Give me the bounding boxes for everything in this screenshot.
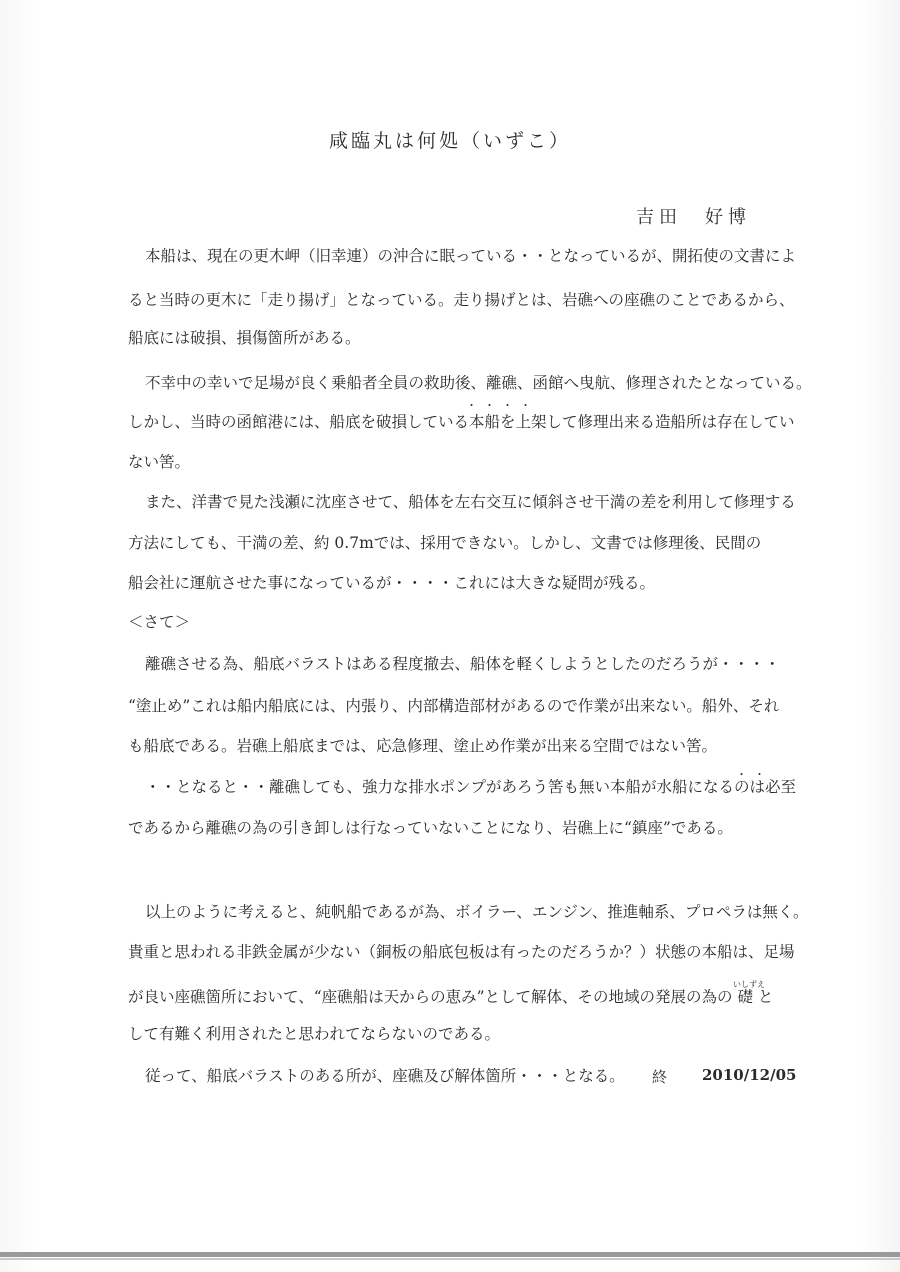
text-line: 貴重と思われる非鉄金属が少ない（銅板の船底包板は有ったのだろうか？）状態の本船は、足場 [128,943,795,961]
document-date: 2010/12/05 [702,1066,797,1084]
scan-edge-bar [0,1252,900,1257]
text-line: 離礁させる為、船底バラストはある程度撤去、船体を軽くしようとしたのだろうが・・・・ [145,655,781,673]
text-line: ・・となると・・離礁しても、強力な排水ポンプがあろう筈も無い本船が水船になるのは必至 [145,778,797,796]
text-line: が良い座礁箇所において、“座礁船は天からの恵み”として解体、その地域の発展の為の 礎 と [128,988,774,1006]
text-line: 従って、船底バラストのある所が、座礁及び解体箇所・・・となる。 [145,1067,625,1085]
text-line: “塗止め”これは船内船底には、内張り、内部構造部材があるので作業が出来ない。船外、それ [128,697,780,715]
text-line: 方法にしても、干満の差、約 0.7mでは、採用できない。しかし、文書では修理後、民間の [128,534,762,552]
text-line: 船会社に運航させた事になっているが・・・・これには大きな疑問が残る。 [128,574,656,592]
text-line: も船底である。岩礁上船底までは、応急修理、塗止め作業が出来る空間ではない筈。 [128,737,718,755]
text-line: であるから離礁の為の引き卸しは行なっていないことになり、岩礁上に“鎮座”である。 [128,819,733,837]
emphasis-dots: ・・・・ [466,399,538,412]
document-title: 咸臨丸は何処（いずこ） [328,130,571,152]
ruby-annotation: いしずえ [733,980,765,989]
scan-edge-shadow [0,1258,900,1260]
text-line: また、洋書で見た浅瀬に沈座させて、船体を左右交互に傾斜させ干満の差を利用して修理する [145,493,796,511]
text-line: ない筈。 [128,453,191,471]
text-line: 以上のように考えると、純帆船であるが為、ボイラー、エンジン、推進軸系、プロペラは無く。 [145,903,809,921]
author-name: 吉田 好博 [636,207,751,228]
emphasis-dots: ・・ [736,768,772,781]
text-line: しかし、当時の函館港には、船底を破損している本船を上架して修理出来る造船所は存在してい [128,413,795,431]
text-line: 不幸中の幸いで足場が良く乗船者全員の救助後、離礁、函館へ曳航、修理されたとなっている。 [145,374,812,392]
text-line: して有難く利用されたと思われてならないのである。 [128,1025,501,1043]
text-line: 船底には破損、損傷箇所がある。 [128,329,361,347]
end-mark: 終 [652,1068,668,1086]
text-line: ると当時の更木に「走り揚げ」となっている。走り揚げとは、岩礁への座礁のことであるから、 [128,291,795,309]
text-line: 本船は、現在の更木岬（旧幸連）の沖合に眠っている・・となっているが、開拓使の文書によ [145,247,797,265]
section-marker: ＜さて＞ [128,613,191,631]
